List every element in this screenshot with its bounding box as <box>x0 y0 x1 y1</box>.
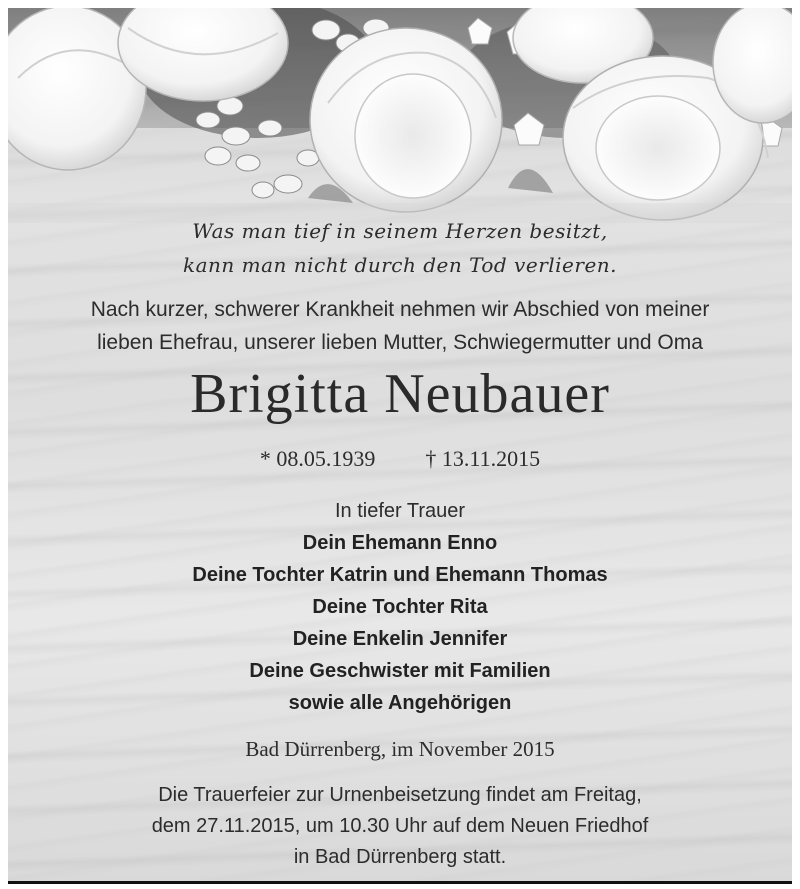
death-date: † 13.11.2015 <box>425 446 541 471</box>
ceremony-line-1: Die Trauerfeier zur Urnenbeisetzung findet am Freitag, <box>158 784 642 806</box>
mourner-line: Deine Geschwister mit Familien <box>249 660 551 682</box>
motto-line-2: kann man nicht durch den Tod verlieren. <box>182 253 618 277</box>
mourner-line: Deine Tochter Katrin und Ehemann Thomas <box>192 564 608 586</box>
birth-date: * 08.05.1939 <box>259 446 376 471</box>
intro-line-2: lieben Ehefrau, unserer lieben Mutter, Schwiegermutter und Oma <box>97 331 703 354</box>
mourner-line: sowie alle Angehörigen <box>288 692 512 714</box>
place-and-date: Bad Dürrenberg, im November 2015 <box>245 737 555 761</box>
intro-line-1: Nach kurzer, schwerer Krankheit nehmen wir Abschied von meiner <box>90 298 710 321</box>
deceased-name: Brigitta Neubauer <box>190 363 610 425</box>
mourner-line: Dein Ehemann Enno <box>302 532 498 554</box>
ceremony-line-2: dem 27.11.2015, um 10.30 Uhr auf dem Neuen Friedhof <box>151 815 649 837</box>
obituary-card <box>8 8 792 884</box>
mourners-heading: In tiefer Trauer <box>334 500 466 522</box>
motto-line-1: Was man tief in seinem Herzen besitzt, <box>192 219 608 243</box>
mourner-line: Deine Tochter Rita <box>312 596 488 618</box>
life-dates <box>8 446 792 472</box>
mourner-line: Deine Enkelin Jennifer <box>292 628 508 650</box>
ceremony-line-3: in Bad Dürrenberg statt. <box>293 846 507 868</box>
tulip-flowers-image <box>8 8 792 223</box>
